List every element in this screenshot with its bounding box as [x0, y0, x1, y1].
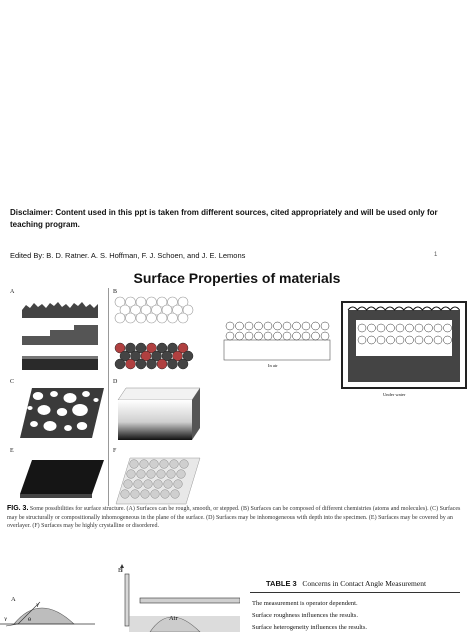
- panel-b-atoms: [114, 296, 194, 374]
- table-label: TABLE 3: [266, 579, 297, 588]
- svg-text:θ: θ: [28, 617, 32, 623]
- table-title: [266, 579, 426, 588]
- in-air-diagram: [222, 316, 334, 362]
- panel-a-surfaces: [20, 296, 100, 374]
- table-top-rule: [250, 592, 460, 593]
- bottom-label-b: B: [118, 567, 123, 574]
- panel-e-overlayer: [20, 456, 105, 504]
- panel-letter-a: A: [10, 289, 15, 295]
- bottom-label-a: A: [11, 596, 16, 603]
- panel-c-plane: [20, 386, 105, 442]
- under-water-label: Under water: [383, 392, 406, 397]
- in-air-label: In air: [268, 363, 278, 368]
- table-row: Surface roughness influences the results.: [252, 612, 358, 619]
- table-row: Surface heterogeneity influences the results.: [252, 624, 367, 631]
- edited-by-text: Edited By: B. D. Ratner. A. S. Hoffman, F. J. Schoen, and J. E. Lemons: [10, 251, 246, 260]
- caption-text: Some possibilities for surface structure. (A) Surfaces can be rough, smooth, or stepped. (B) Surfaces can be composed of different chemistries (atoms and molecules). (C) Surfaces may be structurally or compositionally inhomogeneous in the plane of the surface. (D) Surfaces may be inhomogeneous with depth into the specimen. (E) Surfaces may be covered by an overlayer. (F) Surfaces may be highly crystalline or disordered.: [7, 506, 461, 529]
- panel-f-crystal: [114, 456, 202, 506]
- panel-d-depth: [116, 386, 201, 442]
- table-row: The measurement is operator dependent.: [252, 600, 358, 607]
- panel-letter-e: E: [10, 448, 14, 454]
- table-title-text: Concerns in Contact Angle Measurement: [302, 579, 427, 588]
- page-number: 1: [434, 252, 438, 258]
- bottom-air-label: Air: [169, 615, 178, 622]
- figure-divider: [108, 288, 109, 506]
- svg-text:γ: γ: [4, 616, 7, 622]
- panel-letter-d: D: [113, 379, 118, 385]
- panel-letter-c: C: [10, 379, 15, 385]
- under-water-diagram: [340, 296, 468, 390]
- panel-letter-b: B: [113, 289, 118, 295]
- figure-caption: [7, 505, 469, 531]
- panel-letter-f: F: [113, 448, 117, 454]
- slide-title: Surface Properties of materials: [133, 270, 341, 286]
- svg-text:γ: γ: [36, 602, 39, 608]
- disclaimer-text: Disclaimer: Content used in this ppt is taken from different sources, cited appropriately and will be used only for teaching program.: [10, 208, 438, 229]
- caption-label: FIG. 3.: [7, 505, 29, 512]
